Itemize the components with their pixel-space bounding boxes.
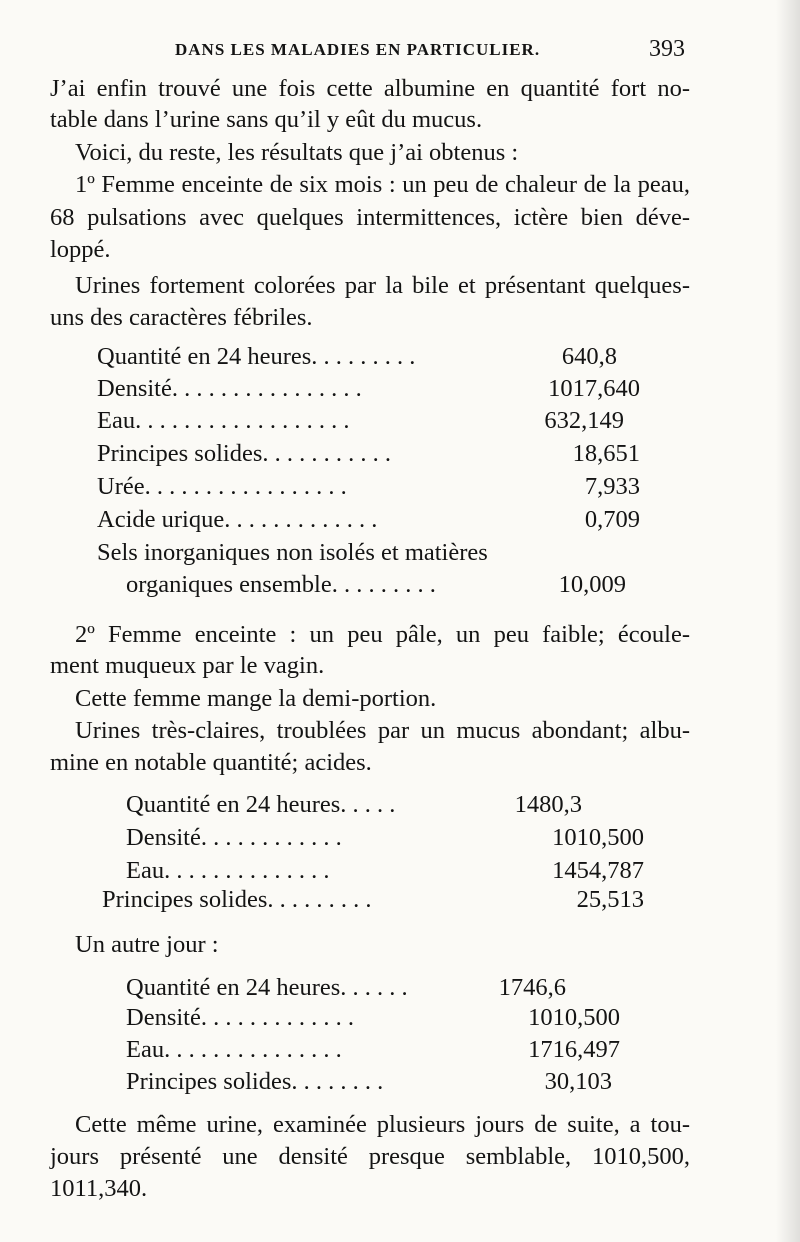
table-3-row-label: Quantité en 24 heures. . . . . . [126,974,408,1001]
page-number: 393 [649,36,685,62]
case-2-urine-line-2: mine en notable quantité; acides. [50,749,372,776]
table-3-row-value: 1010,500 [528,1004,620,1031]
table-1-row-label: Quantité en 24 heures. . . . . . . . . [97,343,416,370]
table-3-row-label: Principes solides. . . . . . . . [126,1068,384,1095]
table-1-row [97,342,617,372]
table-2-row-value: 1454,787 [552,857,644,884]
table-2-row [126,823,644,853]
paragraph-results-intro: Voici, du reste, les résultats que j’ai obtenus : [75,139,519,166]
case-1-urine-line-1: Urines fortement colorées par la bile et présentant quelques- [75,272,690,299]
table-3-row-value: 1716,497 [528,1036,620,1063]
table-1-row-label: Principes solides. . . . . . . . . . . [97,440,391,467]
table-1-row-value: 1017,640 [548,375,640,402]
table-3-row-label: Densité. . . . . . . . . . . . . [126,1004,354,1031]
paragraph-albumine-line-2: table dans l’urine sans qu’il y eût du mucus. [50,106,483,133]
table-2-row-label: Quantité en 24 heures. . . . . [126,791,396,818]
table-1-salts-label-line-1: Sels inorganiques non isolés et matières [97,539,488,566]
table-3-row-value: 1746,6 [498,974,566,1001]
final-paragraph-line-3: 1011,340. [50,1175,148,1202]
table-3-row-value: 30,103 [544,1068,612,1095]
case-1-line-2: 68 pulsations avec quelques intermittences, ictère bien déve- [50,204,690,231]
table-1-row-value: 18,651 [572,440,640,467]
table-1-row [97,439,640,469]
table-1-row-value: 10,009 [558,571,626,598]
running-header [175,36,685,66]
case-1-line-1: 1º Femme enceinte de six mois : un peu de chaleur de la peau, [75,171,690,198]
table-2-row-value: 1010,500 [552,824,644,851]
page-edge-shadow [776,0,800,1242]
case-2-urine-line-1: Urines très-claires, troublées par un mucus abondant; albu- [75,717,690,744]
case-2-diet: Cette femme mange la demi-portion. [75,685,437,712]
table-2-row-label: Densité. . . . . . . . . . . . [126,824,342,851]
case-1-urine-line-2: uns des caractères fébriles. [50,304,313,331]
table-2-row-label: Eau. . . . . . . . . . . . . . [126,857,330,884]
case-2-line-2: ment muqueux par le vagin. [50,652,325,679]
table-1-row-label: Acide urique. . . . . . . . . . . . . [97,506,378,533]
running-title: DANS LES MALADIES EN PARTICULIER. [175,40,541,59]
table-3-row [126,1035,620,1065]
table-1-row [126,570,626,600]
final-paragraph-line-2: jours présenté une densité presque semblable, 1010,500, [50,1143,690,1170]
table-1-row-value: 640,8 [561,343,617,370]
table-2-row [102,885,644,915]
table-1-row [97,406,624,436]
table-3-row-label: Eau. . . . . . . . . . . . . . . [126,1036,342,1063]
case-1-line-3: loppé. [50,236,111,263]
table-1-row-value: 7,933 [584,473,640,500]
table-3-row [126,973,566,1003]
table-1-row-label: Eau. . . . . . . . . . . . . . . . . . [97,407,350,434]
table-1-row [97,472,640,502]
other-day-heading: Un autre jour : [75,931,219,958]
table-1-row-label: Urée. . . . . . . . . . . . . . . . . [97,473,347,500]
table-3-row [126,1003,620,1033]
table-2-row-value: 25,513 [576,886,644,913]
table-2-row-value: 1480,3 [514,791,582,818]
final-paragraph-line-1: Cette même urine, examinée plusieurs jours de suite, a tou- [75,1111,690,1138]
table-1-row-value: 0,709 [584,506,640,533]
table-2-row [126,790,582,820]
table-3-row [126,1067,612,1097]
table-1-row-label: organiques ensemble. . . . . . . . . [126,571,436,598]
table-1-row-label: Densité. . . . . . . . . . . . . . . . [97,375,362,402]
paragraph-albumine-line-1: J’ai enfin trouvé une fois cette albumine en quantité fort no- [50,75,690,102]
table-1-row-value: 632,149 [544,407,624,434]
table-1-row [97,505,640,535]
table-1-row [97,374,640,404]
table-2-row-label: Principes solides. . . . . . . . . [102,886,372,913]
table-2-row [126,856,644,886]
case-2-line-1: 2º Femme enceinte : un peu pâle, un peu faible; écoule- [75,621,690,648]
